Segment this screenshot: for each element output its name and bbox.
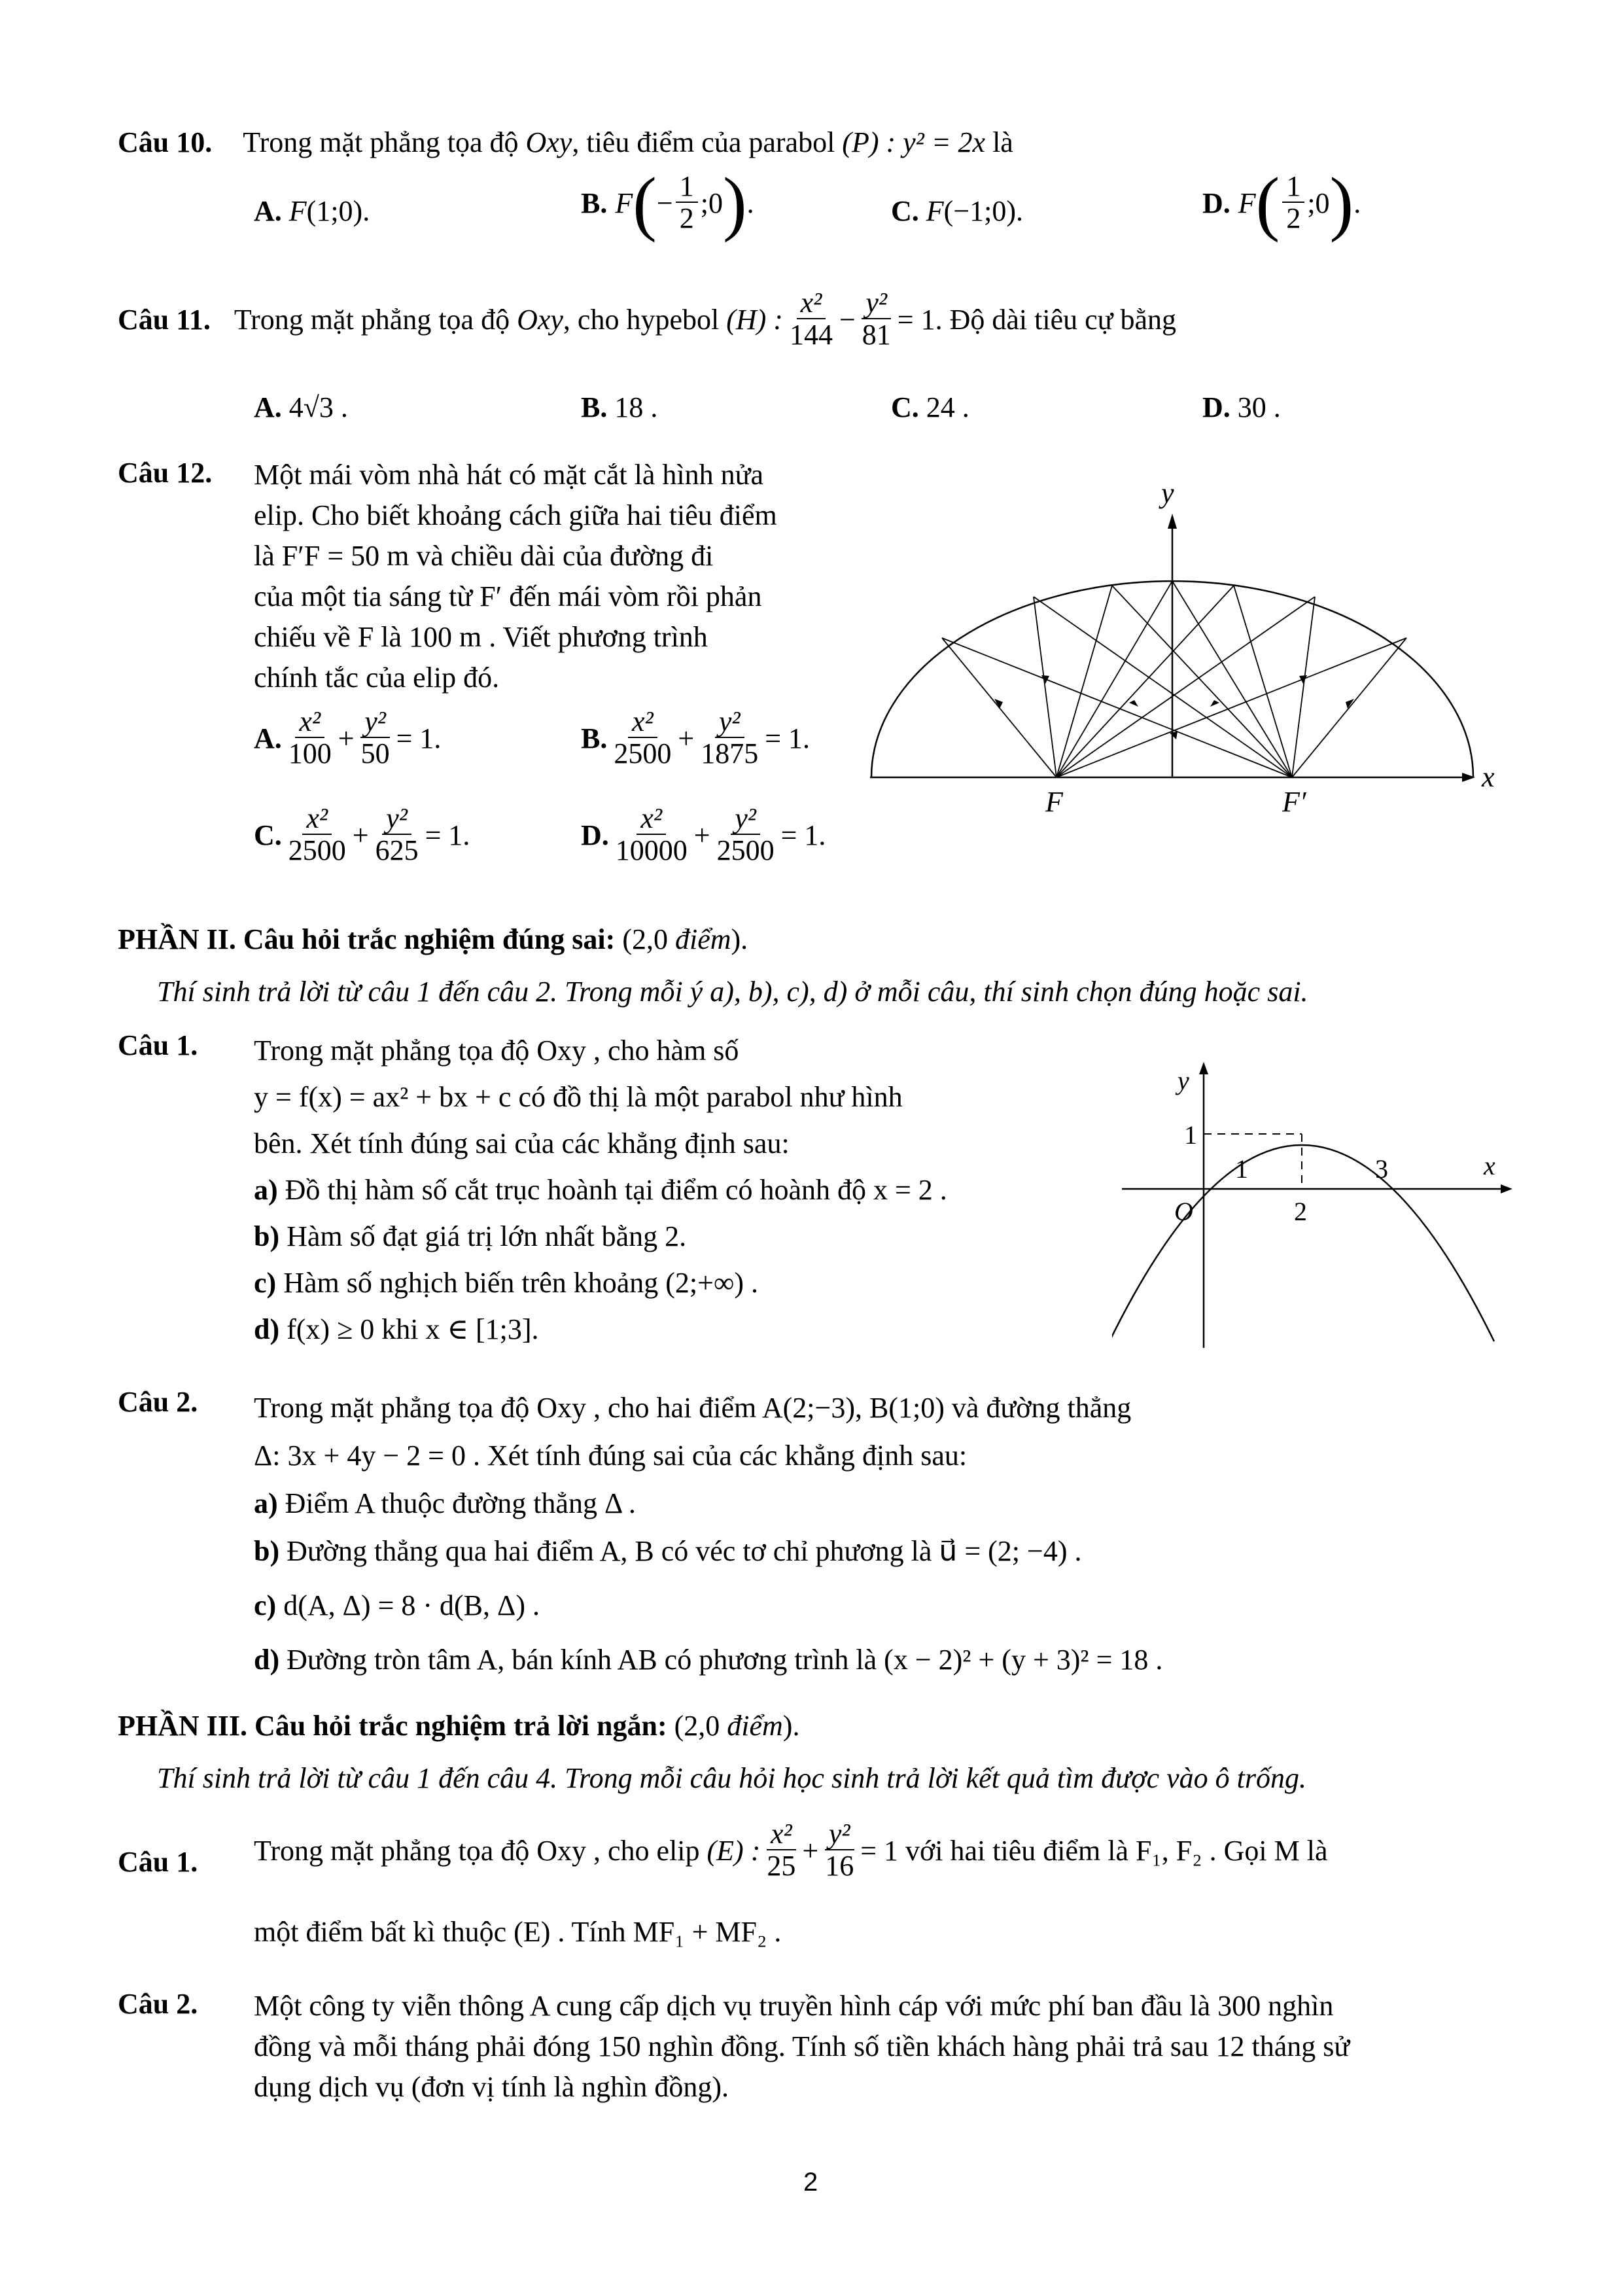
- svg-text:1: 1: [1184, 1120, 1197, 1150]
- q11-option-d[interactable]: D. 30 .: [1202, 391, 1281, 423]
- q12-stem: Một mái vòm nhà hát có mặt cắt là hình nửa elip. Cho biết khoảng cách giữa hai tiêu điểm là F′F = 50 m và chiều dài của đường đi của một tia sáng từ F′ đến mái vòm rồi phản chiếu về F là 100 m . Viết phương trình chính tắc của elip đó.: [254, 459, 777, 694]
- svg-text:1: 1: [1235, 1154, 1248, 1184]
- ray-arrowheads: [994, 675, 1354, 739]
- q11-option-b[interactable]: B. 18 .: [581, 391, 658, 423]
- q10-option-c[interactable]: C. F(−1;0).: [891, 195, 1024, 227]
- p2q1-body: Trong mặt phẳng tọa độ Oxy , cho hàm số y = f(x) = ax² + bx + c có đồ thị là một parabol như hình bên. Xét tính đúng sai của các khẳng định sau: a) Đồ thị hàm số cắt trục hoành tại điểm có hoành độ x = 2 . b) Hàm số đạt giá trị lớn nhất bằng 2. c) Hàm số nghịch biến trên khoảng (2;+∞) . d) f(x) ≥ 0 khi x ∈ [1;3].: [254, 1027, 1104, 1352]
- q11-option-a[interactable]: A. 4√3 .: [254, 391, 348, 423]
- svg-text:2: 2: [1294, 1197, 1307, 1226]
- p3q1-line1: Trong mặt phẳng tọa độ Oxy , cho elip (E) : $\frac{\text{x²}}{25}$ + $\frac{\text{y²}}{16}$ = 1 với hai tiêu điểm là F₁, F₂ . Gọi M là: [254, 1818, 1328, 1882]
- y-axis-arrow: [1168, 514, 1177, 529]
- dome-y-label: y: [1161, 484, 1174, 509]
- svg-text:O: O: [1174, 1197, 1193, 1226]
- p2q1-item-a[interactable]: a) Đồ thị hàm số cắt trục hoành tại điểm có hoành độ x = 2 .: [254, 1174, 947, 1206]
- part3-title: PHẦN III. Câu hỏi trắc nghiệm trả lời ngắn: (2,0 điểm).: [118, 1710, 800, 1742]
- dome-figure: [864, 484, 1531, 838]
- q11-option-c[interactable]: C. 24 .: [891, 391, 969, 423]
- p3q2-label: Câu 2.: [118, 1988, 198, 2020]
- p2q2-item-a[interactable]: a) Điểm A thuộc đường thẳng Δ .: [254, 1487, 636, 1519]
- q12-option-d[interactable]: D. $\frac{\text{x²}}{10000}$ + $\frac{\text{y²}}{2500}$ = 1.: [581, 802, 826, 867]
- q12-option-c[interactable]: C. $\frac{\text{x²}}{2500}$ + $\frac{\text{y²}}{625}$ = 1.: [254, 802, 470, 867]
- p3q1-label: Câu 1.: [118, 1846, 198, 1878]
- q10-label: Câu 10.: [118, 126, 213, 158]
- q10-option-d[interactable]: D. F ( $\frac{1}{2}$ ;0 ) .: [1202, 163, 1361, 243]
- dome-x-label: x: [1482, 761, 1495, 793]
- q11-stem: Câu 11. Trong mặt phẳng tọa độ Oxy , cho hypebol (H) : $\frac{\text{x²}}{144}$ − $\frac{\text{y²}}{81}$ = 1 . Độ dài tiêu cự bằng: [118, 287, 1177, 351]
- p2q2-label: Câu 2.: [118, 1386, 198, 1418]
- q10-option-b[interactable]: B. F ( − $\frac{1}{2}$ ;0 ) .: [581, 163, 754, 243]
- q10-option-a[interactable]: A. F(1;0).: [254, 195, 370, 227]
- page-number: 2: [803, 2168, 818, 2197]
- parabola-curve: [1112, 1145, 1494, 1341]
- part2-title: PHẦN II. Câu hỏi trắc nghiệm đúng sai: (2,0 điểm).: [118, 923, 748, 955]
- p2q1-label: Câu 1.: [118, 1029, 198, 1061]
- p2q1-item-d[interactable]: d) f(x) ≥ 0 khi x ∈ [1;3].: [254, 1313, 539, 1345]
- svg-text:y: y: [1178, 1066, 1189, 1095]
- p2q1-item-c[interactable]: c) Hàm số nghịch biến trên khoảng (2;+∞) .: [254, 1267, 758, 1299]
- q12-option-a[interactable]: A. $\frac{\text{x²}}{100}$ + $\frac{\text{y²}}{50}$ = 1.: [254, 705, 442, 770]
- q12-label: Câu 12.: [118, 457, 213, 489]
- q10-stem: Câu 10. Trong mặt phẳng tọa độ Oxy, tiêu điểm của parabol (P) : y² = 2x là: [118, 126, 1013, 158]
- q12-option-b[interactable]: B. $\frac{\text{x²}}{2500}$ + $\frac{\text{y²}}{1875}$ = 1.: [581, 705, 811, 770]
- parabola-graph: [1112, 1060, 1518, 1361]
- dome-focus-fprime: F′: [1282, 786, 1306, 818]
- p2q1-item-b[interactable]: b) Hàm số đạt giá trị lớn nhất bằng 2.: [254, 1220, 687, 1252]
- dome-focus-f: F: [1045, 786, 1063, 818]
- p3q1-line2: một điểm bất kì thuộc (E) . Tính MF₁ + MF₂ .: [254, 1916, 782, 1948]
- p2q2-item-b[interactable]: b) Đường thẳng qua hai điểm A, B có véc tơ chỉ phương là u⃗ = (2; −4) .: [254, 1535, 1082, 1567]
- p2q2-item-d[interactable]: d) Đường tròn tâm A, bán kính AB có phương trình là (x − 2)² + (y + 3)² = 18 .: [254, 1644, 1163, 1676]
- p2q2-body: Trong mặt phẳng tọa độ Oxy , cho hai điểm A(2;−3), B(1;0) và đường thẳng Δ: 3x + 4y − 2 = 0 . Xét tính đúng sai của các khẳng định sau: a) Điểm A thuộc đường thẳng Δ . b) Đường thẳng qua hai điểm A, B có véc tơ chỉ phương là u⃗ = (2; −4) . c) d(A, Δ) = 8 · d(B, Δ) . d) Đường tròn tâm A, bán kính AB có phương trình là (x − 2)² + (y + 3)² = 18 .: [254, 1384, 1529, 1684]
- part3-instruction: Thí sinh trả lời từ câu 1 đến câu 4. Trong mỗi câu hỏi học sinh trả lời kết quả tìm được vào ô trống.: [157, 1762, 1306, 1794]
- p2q2-item-c[interactable]: c) d(A, Δ) = 8 · d(B, Δ) .: [254, 1589, 540, 1621]
- svg-text:x: x: [1484, 1151, 1495, 1180]
- p3q2-body: Một công ty viễn thông A cung cấp dịch vụ truyền hình cáp với mức phí ban đầu là 300 nghìn đồng và mỗi tháng phải đóng 150 nghìn đồng. Tính số tiền khách hàng phải trả sau 12 tháng sử dụng dịch vụ (đơn vị tính là nghìn đồng).: [254, 1990, 1350, 2103]
- svg-text:3: 3: [1375, 1154, 1388, 1184]
- part2-instruction: Thí sinh trả lời từ câu 1 đến câu 2. Trong mỗi ý a), b), c), d) ở mỗi câu, thí sinh chọn đúng hoặc sai.: [157, 976, 1308, 1008]
